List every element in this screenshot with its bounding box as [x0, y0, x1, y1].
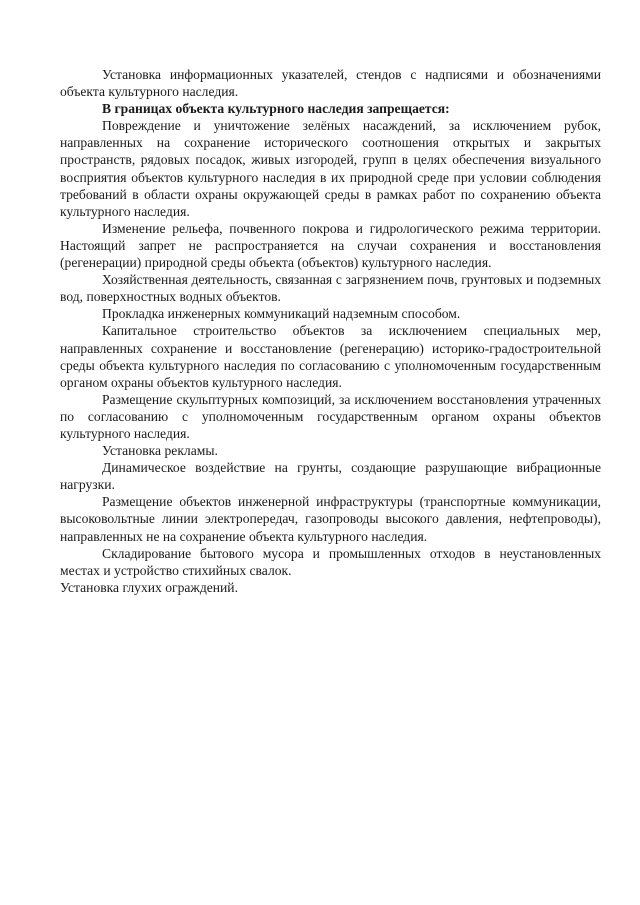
paragraph-green-spaces: Повреждение и уничтожение зелёных насаждений, за исключением рубок, направленных на сохранение исторического соотношения открытых и закрытых пространств, рядовых посадок, живых изгородей, групп в целях обеспечения визуального восприятия объектов культурного наследия в их природной среде при условии соблюдения требований в области охраны окружающей среды в рамках работ по сохранению объекта культурного наследия. [60, 118, 601, 219]
document-page [60, 66, 601, 596]
paragraph-utilities-laying: Прокладка инженерных коммуникаций надземным способом. [102, 306, 461, 322]
paragraph-economic-activity: Хозяйственная деятельность, связанная с загрязнением почв, грунтовых и подземных вод, поверхностных водных объектов. [60, 272, 601, 305]
paragraph-advertising: Установка рекламы. [102, 443, 218, 459]
paragraph-info-signs: Установка информационных указателей, стендов с надписями и обозначениями объекта культурного наследия. [60, 67, 601, 100]
paragraph-infrastructure: Размещение объектов инженерной инфраструктуры (транспортные коммуникации, высоковольтные линии электропередач, газопроводы высокого давления, нефтепроводы), направленных не на сохранение объекта культурного наследия. [60, 494, 601, 544]
paragraph-relief-change: Изменение рельефа, почвенного покрова и гидрологического режима территории. Настоящий запрет не распространяется на случаи сохранения и восстановления (регенерации) природной среды объекта (объектов) культурного наследия. [60, 220, 601, 271]
paragraph-waste-storage: Складирование бытового мусора и промышленных отходов в неустановленных местах и устройство стихийных свалок. [60, 545, 601, 578]
section-heading-prohibited: В границах объекта культурного наследия запрещается: [102, 101, 450, 117]
paragraph-solid-fences: Установка глухих ограждений. [60, 579, 238, 595]
paragraph-capital-construction: Капитальное строительство объектов за исключением специальных мер, направленных сохранение и восстановление (регенерацию) историко-градостроительной среды объекта культурного наследия по согласованию с уполномоченным государственным органом охраны объектов культурного наследия. [60, 323, 601, 390]
paragraph-sculptures: Размещение скульптурных композиций, за исключением восстановления утраченных по согласованию с уполномоченным государственным органом охраны объектов культурного наследия. [60, 391, 601, 441]
paragraph-dynamic-impact: Динамическое воздействие на грунты, создающие разрушающие вибрационные нагрузки. [60, 460, 601, 493]
